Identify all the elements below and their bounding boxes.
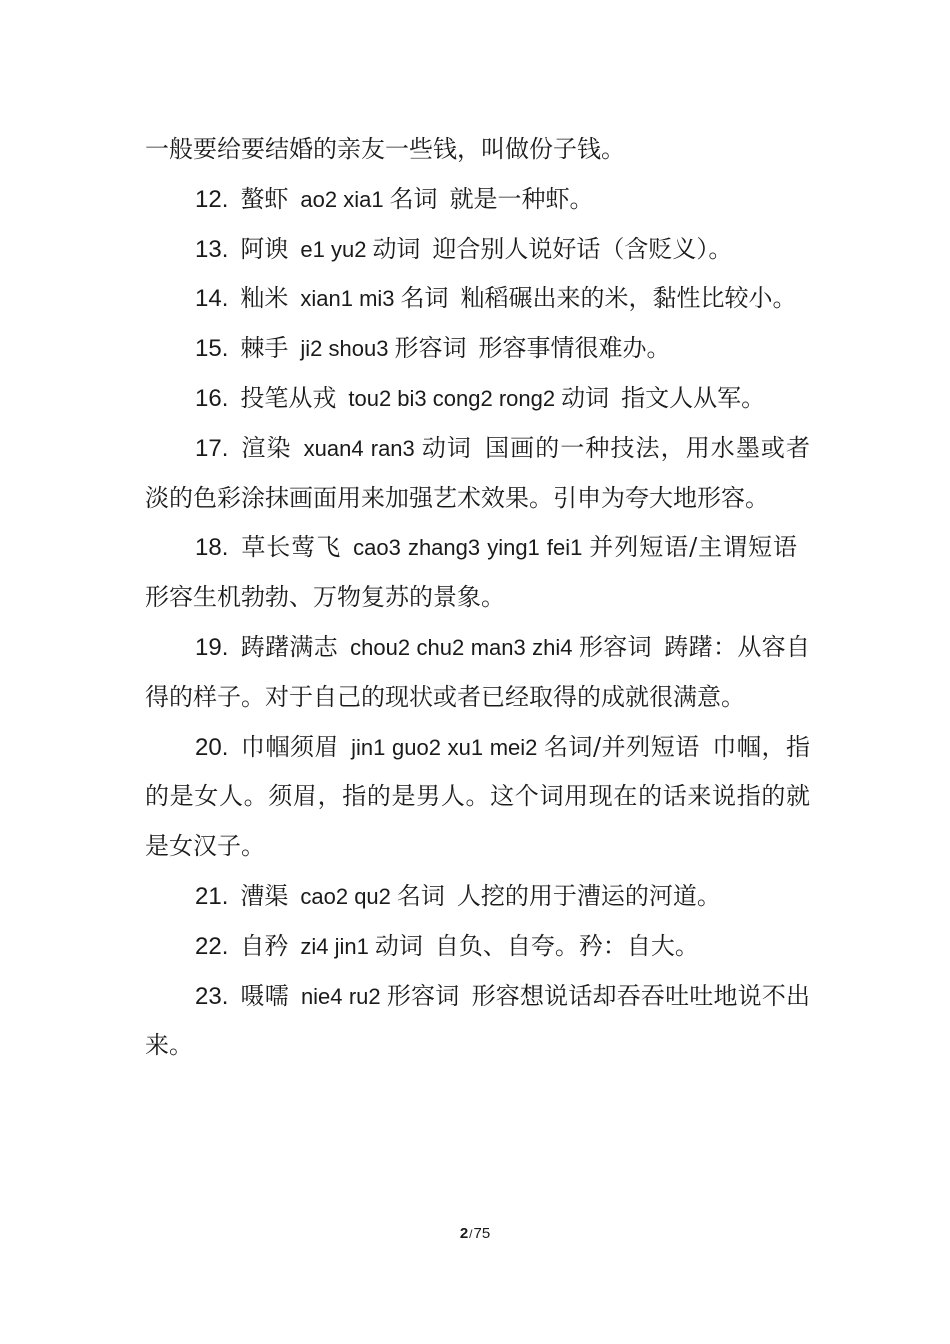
- entry-number: 21.: [195, 882, 229, 910]
- entry-pinyin: xian1 mi3: [300, 286, 395, 312]
- entry-part-of-speech: 名词: [396, 881, 445, 910]
- continuation-paragraph: 一般要给要结婚的亲友一些钱，叫做份子钱。: [145, 135, 625, 163]
- entry-part-of-speech: 名词: [400, 284, 449, 313]
- entry-17: [145, 424, 810, 524]
- page-number-footer: [0, 1225, 950, 1242]
- page-separator: /: [469, 1227, 473, 1241]
- entry-definition: 踌躇：从容自得的样子。对于自己的现状或者已经取得的成就很满意。: [145, 632, 811, 711]
- entry-definition: 形容想说话却吞吞吐吐地说不出来。: [145, 981, 811, 1060]
- entry-pinyin: jin1 guo2 xu1 mei2: [351, 734, 538, 760]
- entry-definition: 指文人从军。: [621, 383, 766, 412]
- entry-number: 16.: [195, 384, 229, 412]
- entry-definition: 国画的一种技法，用水墨或者淡的色彩涂抹画面用来加强艺术效果。引申为夸大地形容。: [145, 433, 811, 512]
- entry-number: 20.: [195, 733, 229, 761]
- entry-number: 23.: [195, 982, 229, 1010]
- entry-22: [145, 922, 810, 972]
- entry-pinyin: nie4 ru2: [300, 983, 381, 1009]
- entry-word: 渲染: [240, 433, 292, 462]
- entry-21: [145, 872, 810, 922]
- current-page-number: 2: [459, 1225, 469, 1242]
- total-page-count: 75: [473, 1225, 491, 1242]
- entry-pinyin: ji2 shou3: [300, 336, 389, 362]
- entry-part-of-speech: 形容词: [578, 632, 652, 661]
- entry-pinyin: chou2 chu2 man3 zhi4: [350, 634, 573, 660]
- entry-16: [145, 374, 810, 424]
- entry-12: [145, 175, 810, 225]
- entry-word: 草长莺飞: [240, 533, 342, 562]
- entry-23: [145, 972, 810, 1072]
- entry-13: [145, 225, 810, 275]
- entry-definition: 巾帼，指的是女人。须眉，指的是男人。这个词用现在的话来说指的就是女汉子。: [145, 732, 811, 861]
- entry-number: 15.: [195, 335, 229, 363]
- entry-part-of-speech: 动词: [374, 931, 423, 960]
- entry-word: 踌躇满志: [240, 632, 339, 661]
- entry-18: [145, 523, 810, 623]
- entry-definition: 就是一种虾。: [449, 184, 594, 213]
- document-body: [145, 125, 810, 1071]
- entry-number: 17.: [195, 434, 229, 462]
- entry-word: 自矜: [240, 931, 289, 960]
- entry-number: 18.: [195, 534, 229, 562]
- entry-pinyin: cao3 zhang3 ying1 fei1: [353, 535, 583, 561]
- entry-definition: 籼稻碾出来的米，黏性比较小。: [460, 284, 797, 313]
- entry-part-of-speech: 形容词: [394, 334, 467, 363]
- entry-number: 22.: [195, 932, 229, 960]
- entry-part-of-speech: 名词/并列短语: [543, 732, 700, 761]
- entry-part-of-speech: 动词: [372, 234, 421, 263]
- entry-word: 嗫嚅: [240, 981, 289, 1010]
- entry-14: [145, 274, 810, 324]
- entry-word: 籼米: [240, 284, 289, 313]
- entry-word: 螯虾: [240, 184, 289, 213]
- entry-pinyin: e1 yu2: [300, 236, 367, 262]
- entry-definition: 形容事情很难办。: [478, 334, 671, 363]
- entry-number: 19.: [195, 633, 229, 661]
- entry-part-of-speech: 动词: [420, 433, 473, 462]
- entry-part-of-speech: 并列短语/主谓短语: [588, 533, 799, 562]
- entry-15: [145, 324, 810, 374]
- entry-number: 12.: [195, 185, 229, 213]
- entry-pinyin: xuan4 ran3: [303, 435, 415, 461]
- entry-number: 14.: [195, 285, 229, 313]
- entry-19: [145, 623, 810, 723]
- entry-definition: 迎合别人说好话（含贬义）。: [432, 234, 733, 263]
- entry-definition: 形容生机勃勃、万物复苏的景象。: [145, 583, 505, 612]
- entry-word: 巾帼须眉: [240, 732, 340, 761]
- entry-word: 漕渠: [240, 881, 289, 910]
- entry-word: 阿谀: [240, 234, 289, 263]
- entry-part-of-speech: 动词: [561, 383, 610, 412]
- entry-part-of-speech: 名词: [389, 184, 438, 213]
- entry-definition: 自负、自夸。矜：自大。: [434, 931, 699, 960]
- entry-definition: 人挖的用于漕运的河道。: [456, 881, 721, 910]
- entry-pinyin: zi4 jin1: [300, 933, 369, 959]
- entry-word: 投笔从戎: [240, 383, 337, 412]
- entry-pinyin: tou2 bi3 cong2 rong2: [348, 385, 556, 411]
- entry-part-of-speech: 形容词: [386, 981, 460, 1010]
- entry-20: [145, 723, 810, 872]
- entry-pinyin: cao2 qu2: [300, 883, 391, 909]
- entry-pinyin: ao2 xia1: [300, 186, 384, 212]
- entry-word: 棘手: [240, 334, 289, 363]
- entry-number: 13.: [195, 235, 229, 263]
